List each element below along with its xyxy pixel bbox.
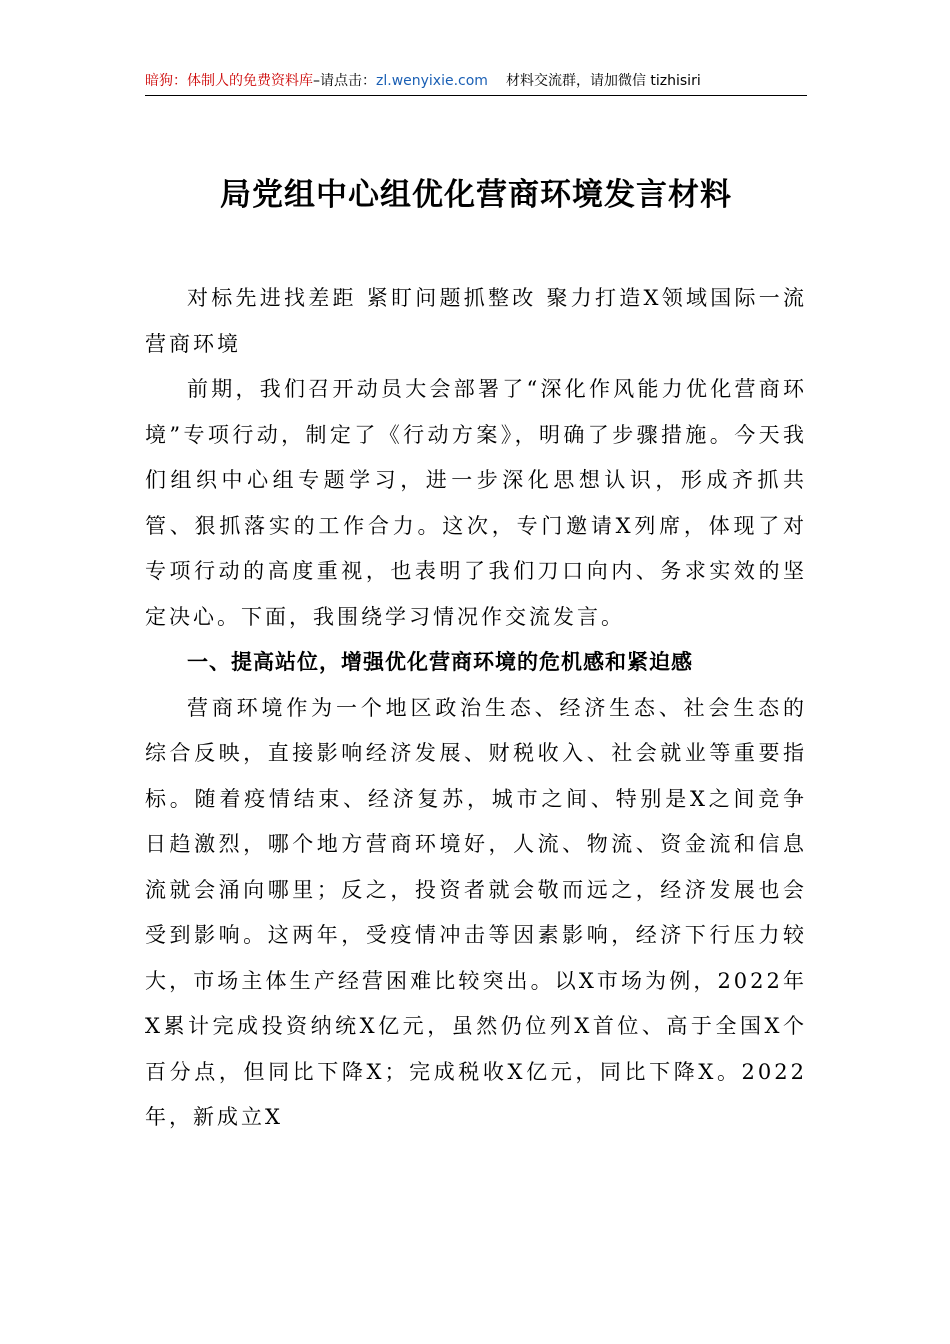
header-divider: [145, 95, 807, 96]
document-body: [145, 276, 807, 1141]
body-paragraph: 营商环境作为一个地区政治生态、经济生态、社会生态的综合反映，直接影响经济发展、财税收入、社会就业等重要指标。随着疫情结束、经济复苏，城市之间、特别是X之间竞争日趋激烈，哪个地方营商环境好，人流、物流、资金流和信息流就会涌向哪里；反之，投资者就会敬而远之，经济发展也会受到影响。这两年，受疫情冲击等因素影响，经济下行压力较大，市场主体生产经营困难比较突出。以X市场为例，2022年X累计完成投资纳统X亿元，虽然仍位列X首位、高于全国X个百分点，但同比下降X；完成税收X亿元，同比下降X。2022年，新成立X: [145, 695, 807, 1129]
header-wechat-note: 材料交流群，请加微信 tizhisiri: [505, 73, 701, 89]
section-heading: 一、提高站位，增强优化营商环境的危机感和紧迫感: [187, 650, 693, 674]
subtitle-paragraph: 对标先进找差距 紧盯问题抓整改 聚力打造X领域国际一流营商环境: [145, 286, 807, 356]
header-site-label: 暗狗：体制人的免费资料库: [145, 73, 313, 89]
header-click-prompt: –请点击：: [313, 73, 376, 89]
header-url-link[interactable]: zl.wenyixie.com: [376, 73, 488, 89]
document-header: [145, 68, 807, 94]
document-title: 局党组中心组优化营商环境发言材料: [220, 177, 732, 213]
intro-paragraph: 前期，我们召开动员大会部署了“深化作风能力优化营商环境”专项行动，制定了《行动方案》，明确了步骤措施。今天我们组织中心组专题学习，进一步深化思想认识，形成齐抓共管、狠抓落实的工作合力。这次，专门邀请X列席，体现了对专项行动的高度重视，也表明了我们刀口向内、务求实效的坚定决心。下面，我围绕学习情况作交流发言。: [145, 377, 807, 629]
